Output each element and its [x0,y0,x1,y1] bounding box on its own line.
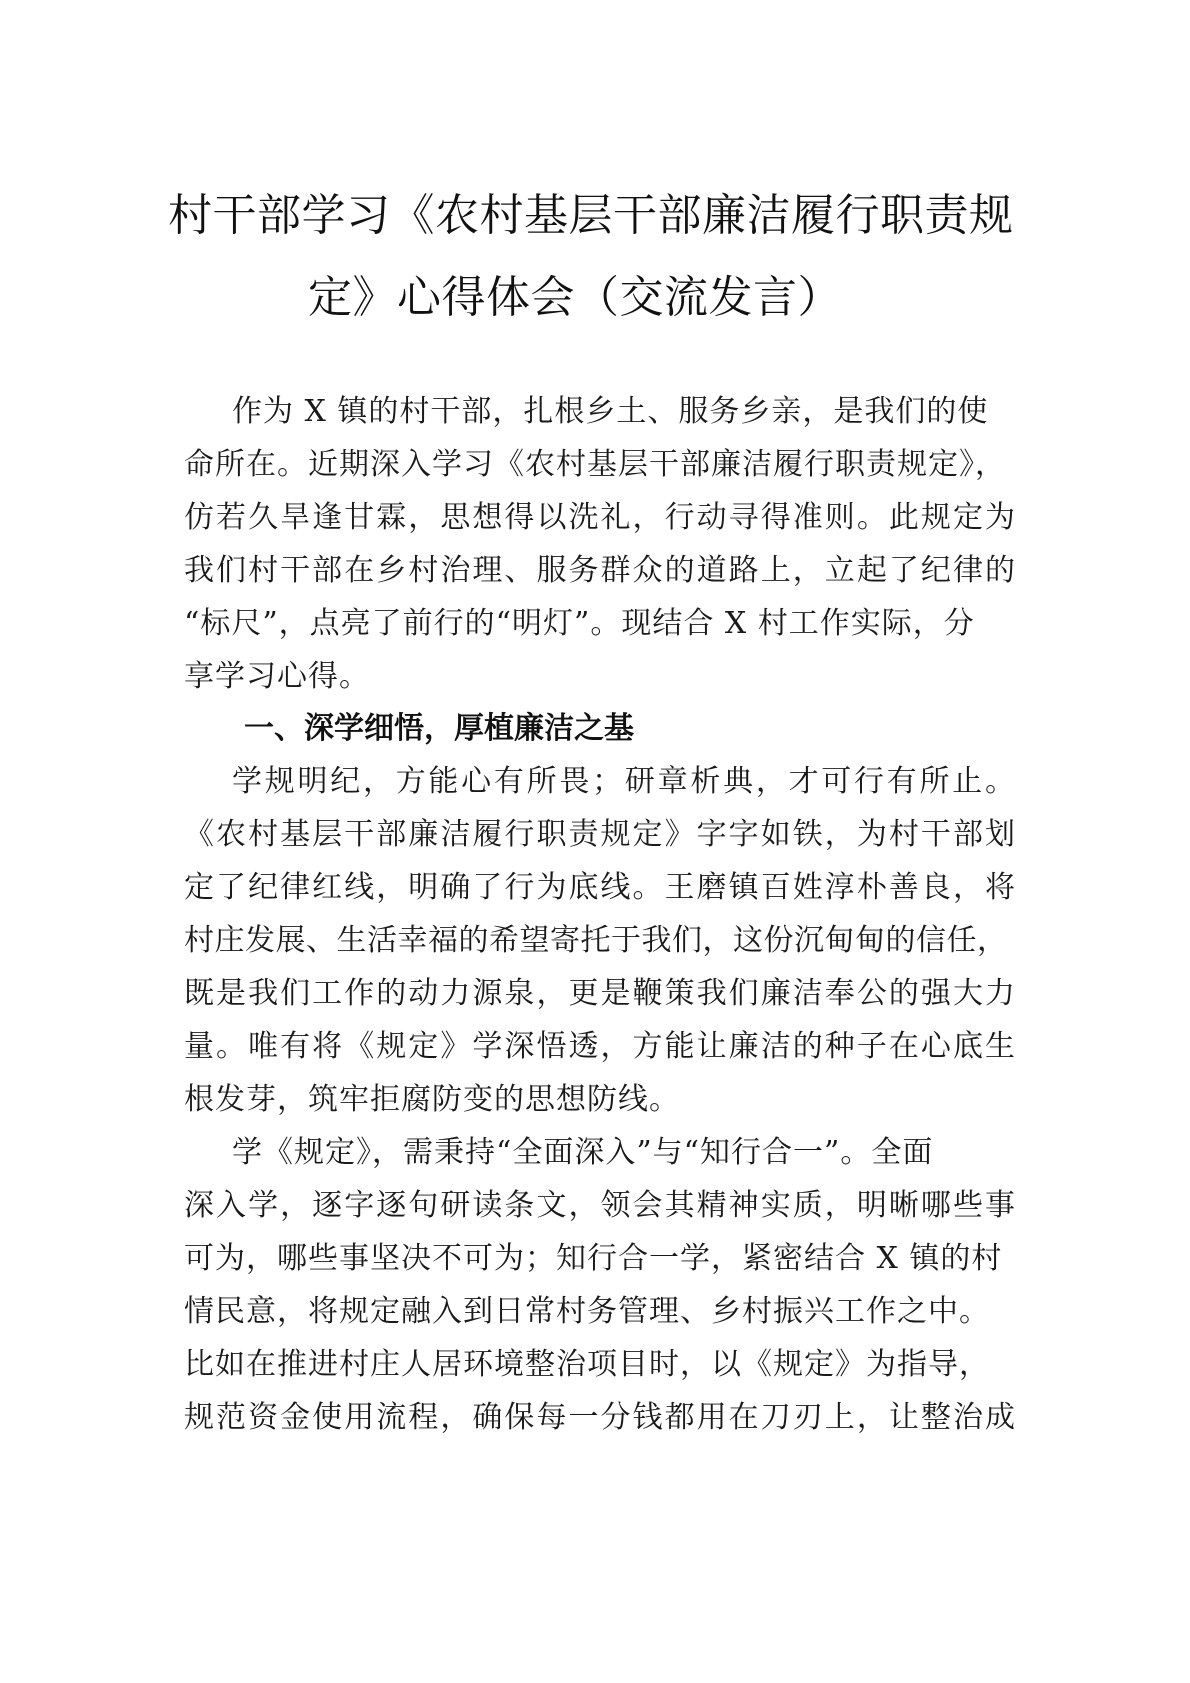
paragraph-1-line: 命所在。近期深入学习《农村基层干部廉洁履行职责规定》， [184,447,1006,482]
paragraph-1-line: “标尺”，点亮了前行的“明灯”。现结合 X 村工作实际，分 [184,606,975,641]
paragraph-2-line: 村庄发展、生活幸福的希望寄托于我们，这份沉甸甸的信任， [184,923,1008,958]
paragraph-2-line: 学规明纪，方能心有所畏；研章析典，才可行有所止。 [232,764,1016,799]
paragraph-3-line: 学《规定》，需秉持“全面深入”与“知行合一”。全面 [232,1135,934,1170]
paragraph-3-line: 可为，哪些事坚决不可为；知行合一学，紧密结合 X 镇的村 [184,1241,1003,1276]
paragraph-3-line: 规范资金使用流程，确保每一分钱都用在刀刃上，让整治成 [184,1400,1016,1435]
paragraph-2-line: 量。唯有将《规定》学深悟透，方能让廉洁的种子在心底生 [184,1029,1016,1064]
paragraph-3-line: 比如在推进村庄人居环境整治项目时，以《规定》为指导， [184,1347,990,1382]
paragraph-3-line: 深入学，逐字逐句研读条文，领会其精神实质，明晰哪些事 [184,1188,1016,1223]
paragraph-2-line: 《农村基层干部廉洁履行职责规定》字字如铁，为村干部划 [184,817,1016,852]
paragraph-1-line: 作为 X 镇的村干部，扎根乡土、服务乡亲，是我们的使 [232,394,989,429]
section-heading-1: 一、深学细悟，厚植廉洁之基 [244,711,634,746]
paragraph-1-line: 我们村干部在乡村治理、服务群众的道路上，立起了纪律的 [184,553,1016,588]
document-title-line-2: 定》心得体会（交流发言） [308,272,842,323]
paragraph-3-line: 情民意，将规定融入到日常村务管理、乡村振兴工作之中。 [184,1294,990,1329]
paragraph-2-line: 既是我们工作的动力源泉，更是鞭策我们廉洁奉公的强大力 [184,976,1016,1011]
paragraph-2-line: 定了纪律红线，明确了行为底线。王磨镇百姓淳朴善良，将 [184,870,1016,905]
paragraph-1-line: 仿若久旱逢甘霖，思想得以洗礼，行动寻得准则。此规定为 [184,500,1016,535]
document-title-line-1: 村干部学习《农村基层干部廉洁履行职责规 [168,190,1014,241]
paragraph-2-line: 根发芽，筑牢拒腐防变的思想防线。 [184,1082,680,1117]
paragraph-1-line: 享学习心得。 [184,659,370,694]
